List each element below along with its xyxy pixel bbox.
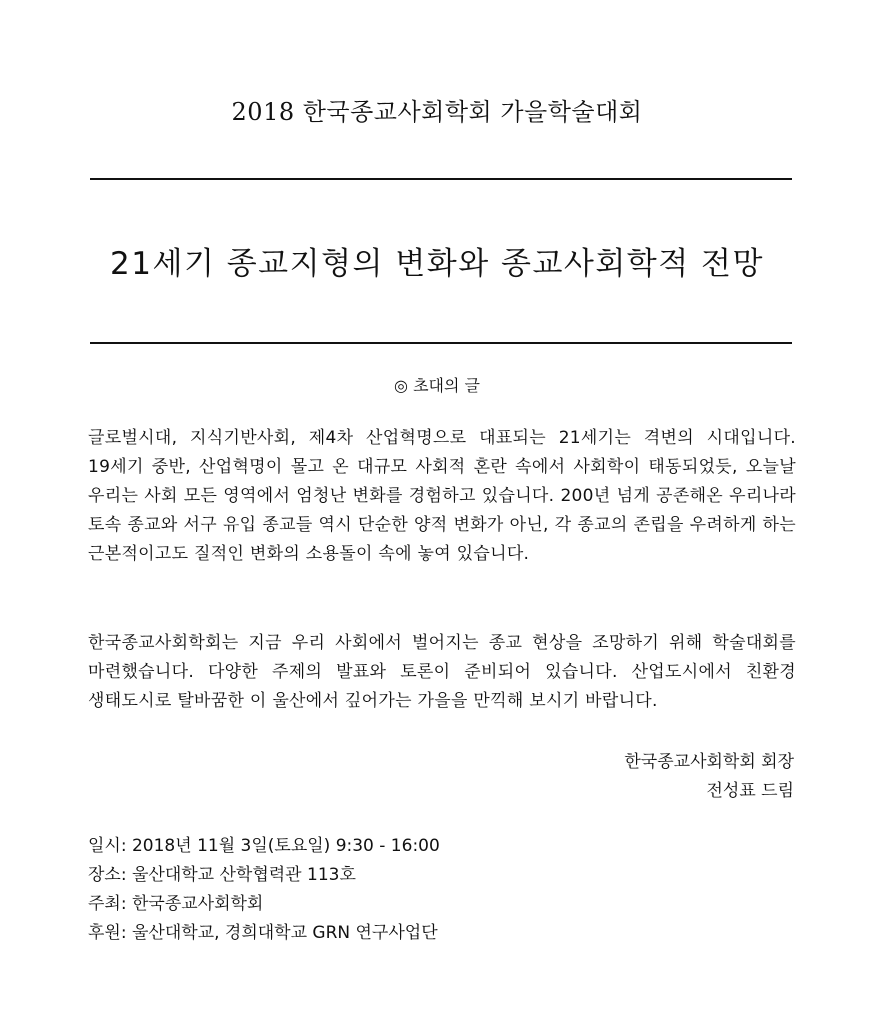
invitation-paragraph-1: 글로벌시대, 지식기반사회, 제4차 산업혁명으로 대표되는 21세기는 격변의 시대입니다. 19세기 중반, 산업혁명이 몰고 온 대규모 사회적 혼란 속에서 사회학이 태동되었듯, 오늘날 우리는 사회 모든 영역에서 엄청난 변화를 경험하고 있습니다. 200년 넘게 공존해온 우리나라 토속 종교와 서구 유입 종교들 역시 단순한 양적 변화가 아닌, 각 종교의 존립을 우려하게 하는 근본적이고도 질적인 변화의 소용돌이 속에 놓여 있습니다.: [88, 428, 796, 564]
event-venue: 장소: 울산대학교 산학협력관 113호: [88, 865, 356, 885]
conference-title: 2018 한국종교사회학회 가을학술대회: [231, 98, 643, 126]
top-divider: [90, 178, 792, 180]
main-title: 21세기 종교지형의 변화와 종교사회학적 전망: [110, 246, 764, 282]
invitation-paragraph-2: 한국종교사회학회는 지금 우리 사회에서 벌어지는 종교 현상을 조망하기 위해 학술대회를 마련했습니다. 다양한 주제의 발표와 토론이 준비되어 있습니다. 산업도시에서 친환경 생태도시로 탈바꿈한 이 울산에서 깊어가는 가을을 만끽해 보시기 바랍니다.: [88, 633, 796, 711]
invitation-heading: ◎ 초대의 글: [394, 376, 480, 395]
event-details: [88, 832, 440, 948]
event-sponsor: 후원: 울산대학교, 경희대학교 GRN 연구사업단: [88, 923, 438, 943]
bottom-divider: [90, 342, 792, 344]
signature-name: 전성표 드림: [706, 781, 794, 801]
signature-organization: 한국종교사회학회 회장: [624, 752, 794, 772]
event-host: 주최: 한국종교사회학회: [88, 894, 264, 914]
event-date: 일시: 2018년 11월 3일(토요일) 9:30 - 16:00: [88, 836, 440, 856]
